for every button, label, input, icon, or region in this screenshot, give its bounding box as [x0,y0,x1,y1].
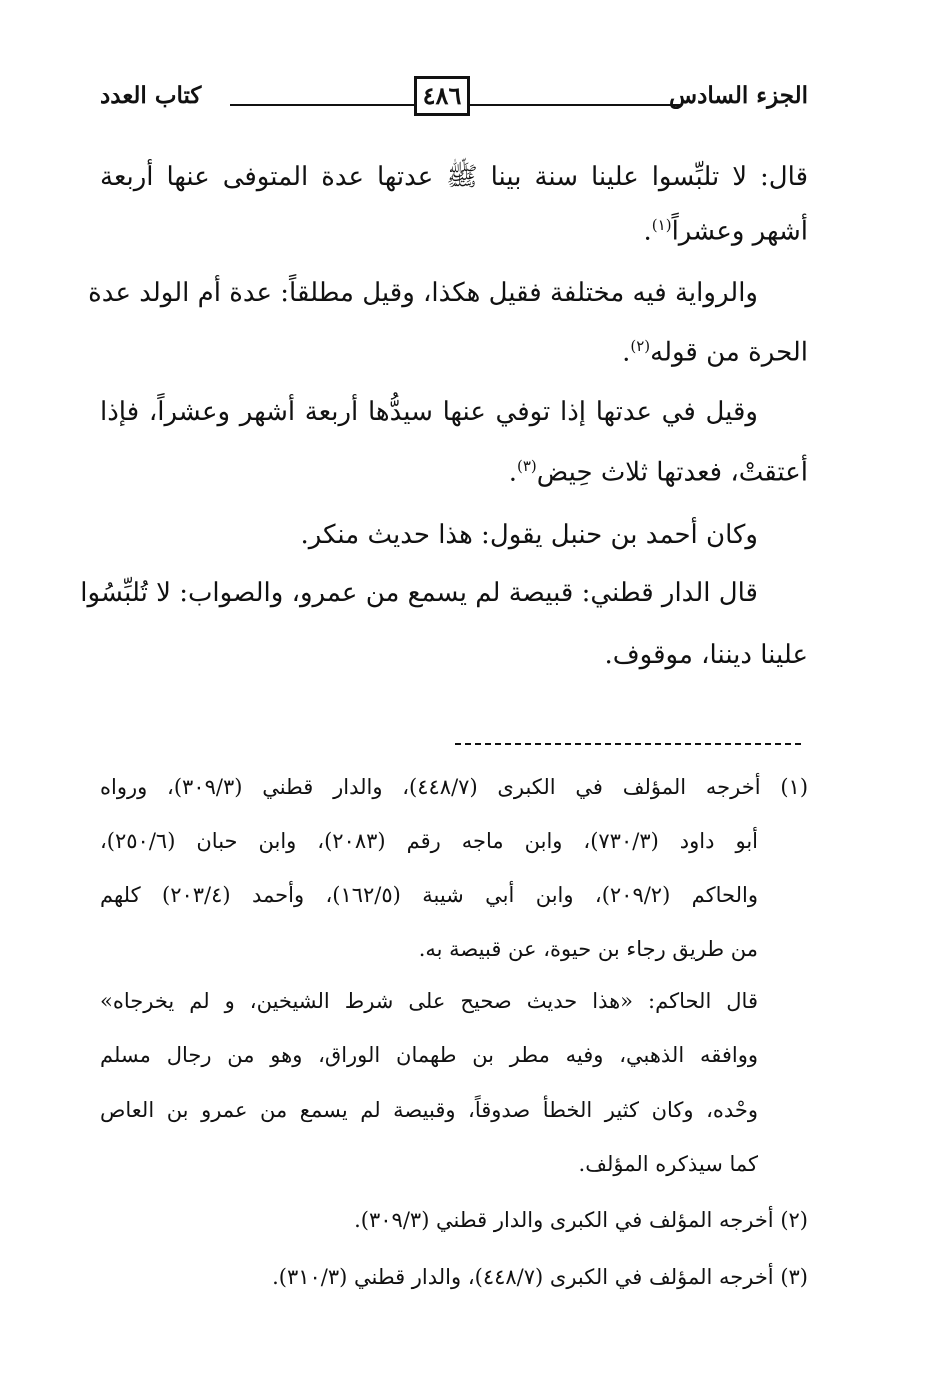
footnote-1-line-3: والحاكم (٢٠٩/٢)، وابن أبي شيبة (١٦٢/٥)، وأحمد (٢٠٣/٤) كلهم [100,883,758,907]
body-line-6-end: . [508,457,517,488]
footnote-1-line-6: ووافقه الذهبي، وفيه مطر بن طهمان الوراق، وهو من رجال مسلم [100,1043,758,1067]
footnote-3: (٣) أخرجه المؤلف في الكبرى (٤٤٨/٧)، والدار قطني (٣١٠/٣). [272,1265,808,1289]
body-line-6-text: أعتقتْ، فعدتها ثلاث حِيض [536,457,808,488]
footnote-ref-1: (١) [651,216,672,234]
body-line-2 [644,216,808,247]
footnote-1-line-8: كما سيذكره المؤلف. [578,1152,758,1176]
page-number: ٤٨٦ [414,76,470,116]
footnote-1-line-1: (١) أخرجه المؤلف في الكبرى (٤٤٨/٧)، والدار قطني (٣٠٩/٣)، ورواه [100,775,809,799]
footnote-1-line-2: أبو داود (٧٣٠/٣)، وابن ماجه رقم (٢٠٨٣)، وابن حبان (٢٥٠/٦)، [100,829,758,853]
body-line-2-text: أشهر وعشراً [671,216,808,247]
body-line-2-end: . [643,216,652,247]
body-line-5: وقيل في عدتها إذا توفي عنها سيدُّها أربعة أشهر وعشراً، فإذا [100,397,758,427]
footnote-ref-2: (٢) [630,337,651,355]
header-rule-right [470,104,680,106]
body-line-8: قال الدار قطني: قبيصة لم يسمع من عمرو، والصواب: لا تُلبِّسُوا [80,578,758,608]
footnote-1-line-4: من طريق رجاء بن حيوة، عن قبيصة به. [418,937,758,961]
footnote-1-line-5: قال الحاكم: «هذا حديث صحيح على شرط الشيخين، و لم يخرجاه» [100,989,758,1013]
body-line-4 [622,337,808,368]
footnote-2: (٢) أخرجه المؤلف في الكبرى والدار قطني (٣٠٩/٣). [354,1208,808,1232]
body-line-1: قال: لا تلبِّسوا علينا سنة بينا ﷺ عدتها عدة المتوفى عنها أربعة [100,162,808,192]
body-line-7: وكان أحمد بن حنبل يقول: هذا حديث منكر. [300,520,758,550]
footnote-1-line-7: وحْده، وكان كثير الخطأ صدوقاً، وقبيصة لم يسمع من عمرو بن العاص [100,1098,758,1122]
body-line-4-end: . [622,337,631,368]
header-book-title: كتاب العدد [100,82,202,109]
body-line-3: والرواية فيه مختلفة فقيل هكذا، وقيل مطلقاً: عدة أم الولد عدة [88,278,758,308]
header-part-title: الجزء السادس [669,82,808,109]
body-line-9: علينا ديننا، موقوف. [604,640,808,670]
header-rule-left [230,104,415,106]
body-line-4-text: الحرة من قوله [650,337,808,368]
body-line-6 [509,457,808,488]
footnote-separator [455,743,801,745]
footnote-ref-3: (٣) [517,457,537,475]
